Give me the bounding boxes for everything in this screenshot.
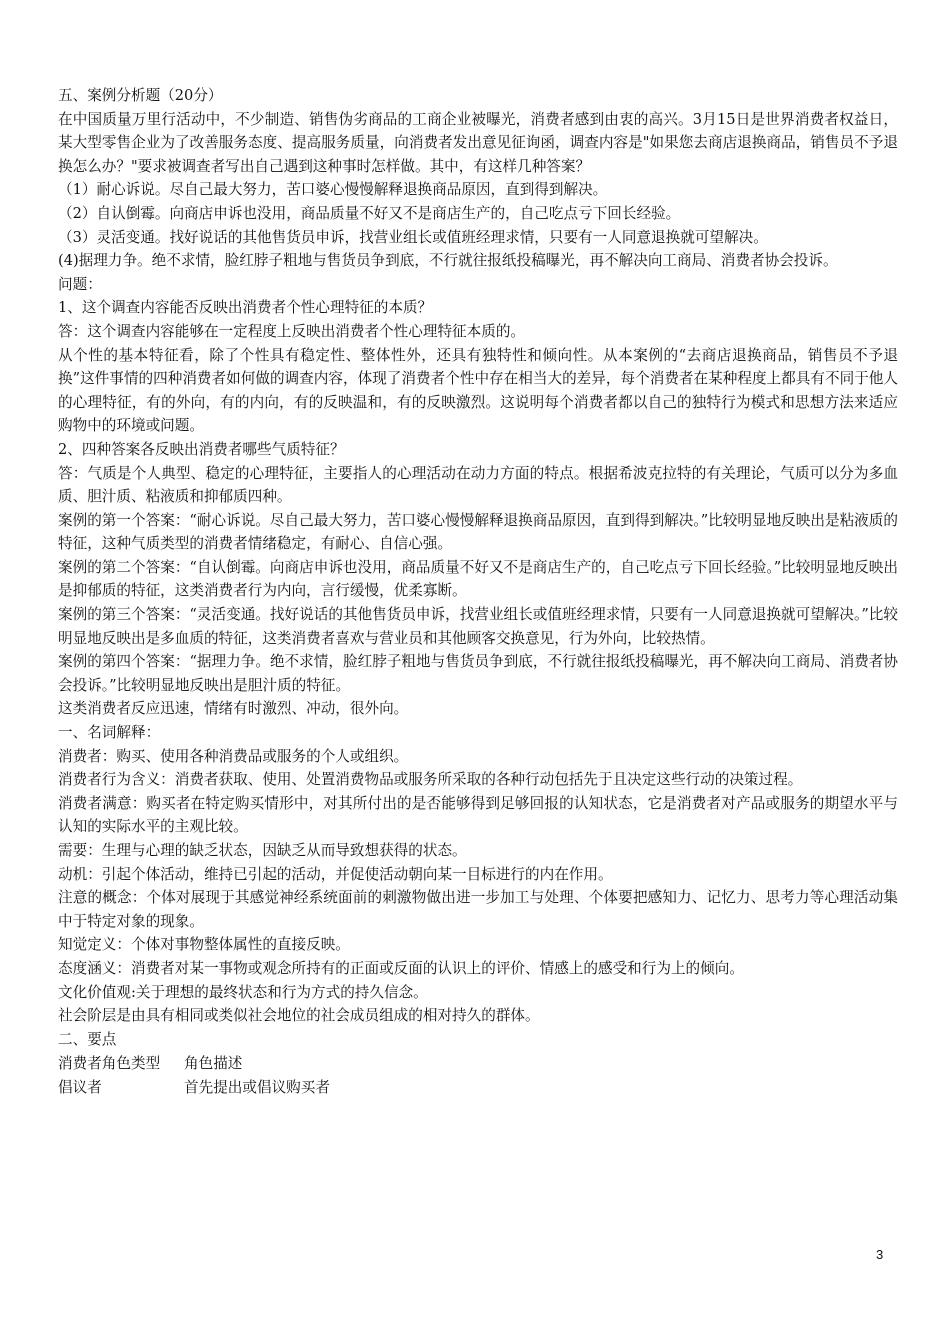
answer-2-case-1: 案例的第一个答案：“耐心诉说。尽自己最大努力，苦口婆心慢慢解释退换商品原因，直到得到解决。”比较明显地反映出是粘液质的特征，这种气质类型的消费者情绪稳定，有耐心、自信心强。 <box>58 511 898 553</box>
question-2: 2、四种答案各反映出消费者哪些气质特征？ <box>58 440 345 458</box>
document-body <box>58 84 898 1100</box>
term-need: 需要：生理与心理的缺乏状态，因缺乏从而导致想获得的状态。 <box>58 842 467 859</box>
role-table-header <box>58 1052 898 1076</box>
answer-2-case-2: 案例的第二个答案：“自认倒霉。向商店申诉也没用，商品质量不好又不是商店生产的，自己吃点亏下回长经验。”比较明显地反映出是抑郁质的特征，这类消费者行为内向，言行缓慢，优柔寡断。 <box>58 558 898 600</box>
section-heading-key-points: 二、要点 <box>58 1030 117 1048</box>
role-table-row <box>58 1076 898 1100</box>
answer-2-conclusion: 这类消费者反应迅速，情绪有时激烈、冲动，很外向。 <box>58 700 409 718</box>
question-1: 1、这个调查内容能否反映出消费者个性心理特征的本质？ <box>58 299 433 317</box>
section-heading-terms: 一、名词解释： <box>58 724 161 742</box>
term-consumer-behavior: 消费者行为含义：消费者获取、使用、处置消费物品或服务所采取的各种行动包括先于且决定这些行动的决策过程。 <box>58 771 803 789</box>
answer-1-detail: 从个性的基本特征看，除了个性具有稳定性、整体性外，还具有独特性和倾向性。从本案例的“去商店退换商品，销售员不予退换”这件事情的四种消费者如何做的调查内容，体现了消费者个性中存在相当大的差异，每个消费者在某种程度上都具有不同于他人的心理特征，有的外向，有的内向，有的反映温和，有的反映激烈。这说明每个消费者都以自己的独特行为模式和思想方法来适应购物中的环境或问题。 <box>58 346 898 435</box>
term-social-class: 社会阶层是由具有相同或类似社会地位的社会成员组成的相对持久的群体。 <box>58 1007 540 1025</box>
term-attitude: 态度涵义：消费者对某一事物或观念所持有的正面或反面的认识上的评价、情感上的感受和行为上的倾向。 <box>58 959 744 977</box>
role-type-header: 消费者角色类型 <box>58 1055 161 1073</box>
case-background: 在中国质量万里行活动中，不少制造、销售伪劣商品的工商企业被曝光，消费者感到由衷的高兴。3月15日是世界消费者权益日，某大型零售企业为了改善服务态度、提高服务质量，向消费者发出意见征询函，调查内容是"如果您去商店退换商品，销售员不予退换怎么办？"要求被调查者写出自己遇到这种事时怎样做。其中，有这样几种答案？ <box>58 110 898 175</box>
term-cultural-values: 文化价值观:关于理想的最终状态和行为方式的持久信念。 <box>58 983 428 1001</box>
term-perception: 知觉定义：个体对事物整体属性的直接反映。 <box>58 936 350 954</box>
role-description-header: 角色描述 <box>184 1055 243 1073</box>
answer-1-summary: 答：这个调查内容能够在一定程度上反映出消费者个性心理特征本质的。 <box>58 322 526 340</box>
answer-2-intro: 答：气质是个人典型、稳定的心理特征，主要指人的心理活动在动力方面的特点。根据希波克拉特的有关理论，气质可以分为多血质、胆汁质、粘液质和抑郁质四种。 <box>58 464 898 506</box>
term-consumer-satisfaction: 消费者满意：购买者在特定购买情形中，对其所付出的是否能够得到足够回报的认知状态，它是消费者对产品或服务的期望水平与认知的实际水平的主观比较。 <box>58 794 898 836</box>
role-description-cell: 首先提出或倡议购买者 <box>184 1078 330 1096</box>
page-number: 3 <box>876 1247 884 1262</box>
section-heading-case-analysis: 五、案例分析题（20分） <box>58 87 223 104</box>
answer-2-case-3: 案例的第三个答案：“灵活变通。找好说话的其他售货员申诉，找营业组长或值班经理求情，只要有一人同意退换就可望解决。”比较明显地反映出是多血质的特征，这类消费者喜欢与营业员和其他顾客交换意见，行为外向，比较热情。 <box>58 606 898 647</box>
answer-2-case-4: 案例的第四个答案：“据理力争。绝不求情，脸红脖子粗地与售货员争到底，不行就往报纸投稿曝光，再不解决向工商局、消费者协会投诉。”比较明显地反映出是胆汁质的特征。 <box>58 653 898 694</box>
answer-option-1: （1）耐心诉说。尽自己最大努力，苦口婆心慢慢解释退换商品原因，直到得到解决。 <box>58 181 608 199</box>
answer-option-2: （2）自认倒霉。向商店申诉也没用，商品质量不好又不是商店生产的，自己吃点亏下回长经验。 <box>58 204 681 222</box>
term-motivation: 动机：引起个体活动，维持已引起的活动，并促使活动朝向某一目标进行的内在作用。 <box>58 865 613 883</box>
answer-option-4: (4)据理力争。绝不求情，脸红脖子粗地与售货员争到底，不行就往报纸投稿曝光，再不解决向工商局、消费者协会投诉。 <box>58 252 838 270</box>
term-consumer: 消费者：购买、使用各种消费品或服务的个人或组织。 <box>58 747 409 765</box>
term-attention: 注意的概念：个体对展现于其感觉神经系统面前的刺激物做出进一步加工与处理、个体要把感知力、记忆力、思考力等心理活动集中于特定对象的现象。 <box>58 889 898 930</box>
questions-label: 问题： <box>58 275 102 293</box>
role-type-cell: 倡议者 <box>58 1078 102 1096</box>
answer-option-3: （3）灵活变通。找好说话的其他售货员申诉，找营业组长或值班经理求情，只要有一人同意退换就可望解决。 <box>58 228 768 246</box>
